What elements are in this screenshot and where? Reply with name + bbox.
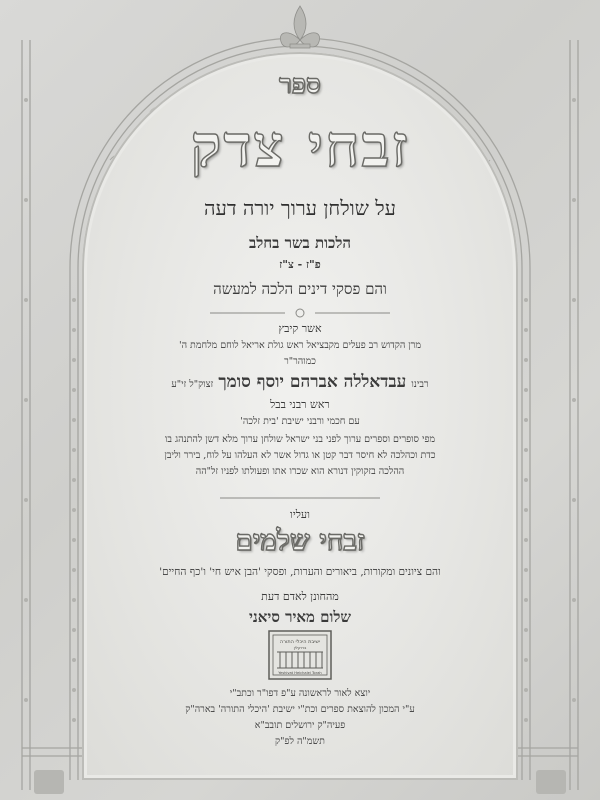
editor-name: שלום מאיר סיאני bbox=[248, 608, 351, 626]
publisher-line-2: ע"י המכון להוצאת ספרים וכת"י ישיבת 'היכלי התורה' בארה"ק bbox=[185, 704, 415, 715]
emblem-city-text: ברוקלין bbox=[293, 645, 307, 650]
honorific: כמוהר"ר bbox=[284, 356, 316, 367]
author-prefix: רבינו bbox=[411, 379, 429, 390]
description-line-3: ההלכה בזקוקין דנורא הוא שכרו אתו ופעולתו לפניו זל"הה bbox=[195, 466, 405, 477]
section-title: הלכות בשר בחלב bbox=[249, 234, 351, 252]
author-line bbox=[100, 372, 500, 392]
commentary-description: והם ציונים ומקורות, ביאורים והערות, ופסקי 'הבן איש חי' ו'כף החיים' bbox=[159, 566, 441, 578]
author-suffix: זצוק"ל זי"ע bbox=[171, 379, 214, 390]
chapter-range: פ"ז - צ"ז bbox=[279, 258, 321, 271]
publisher-line-3: פעיה"ק ירושלים תובב"א bbox=[254, 720, 346, 731]
separator-ornament bbox=[200, 306, 400, 320]
author-role: ראש רבני בבל bbox=[270, 398, 330, 411]
publisher-line-4: תשמ"ה לפ"ק bbox=[275, 736, 325, 747]
book-title: זבחי צדק bbox=[190, 112, 410, 180]
separator-line bbox=[200, 492, 400, 504]
emblem-top-text: ישיבת היכלי התורה bbox=[279, 639, 321, 645]
description-line-1: מפי סופרים וספרים ערוך לפני בני ישראל שולחן ערוך מלא דשן להתנהג בו bbox=[164, 434, 436, 445]
author-name: עבדאללה אברהם יוסף סומך bbox=[218, 372, 407, 392]
book-subtitle: על שולחן ערוך יורה דעה bbox=[204, 196, 396, 220]
and-on-it: ועליו bbox=[290, 508, 310, 521]
rabbi-praise: מרן הקדוש רב פעלים מקבציאל ראש גולת אריאל לוחם מלחמת ה' bbox=[178, 340, 422, 351]
description-line-2: כדת וכהלכה לא חיסר דבר קטן או גדול אשר לא העלהו על לוח, בירר וליבן bbox=[164, 450, 436, 461]
publisher-emblem-icon bbox=[268, 630, 332, 680]
commentary-title: זבחי שלמים bbox=[235, 524, 365, 557]
publisher-line-1: יוצא לאור לראשונה ע"פ דפו"ר וכתב"י bbox=[229, 688, 371, 699]
emblem-english-text: Yeshivat Heichalei Torah bbox=[278, 671, 322, 675]
practical-note: והם פסקי דינים הלכה למעשה bbox=[213, 280, 387, 298]
compiled-by: אשר קיבץ bbox=[278, 322, 322, 335]
with-sages: עם חכמי ורבני ישיבת 'בית זלכה' bbox=[240, 416, 360, 427]
sefer-label: ספר bbox=[279, 70, 321, 100]
graced-by: מהחונן לאדם דעת bbox=[261, 590, 339, 603]
